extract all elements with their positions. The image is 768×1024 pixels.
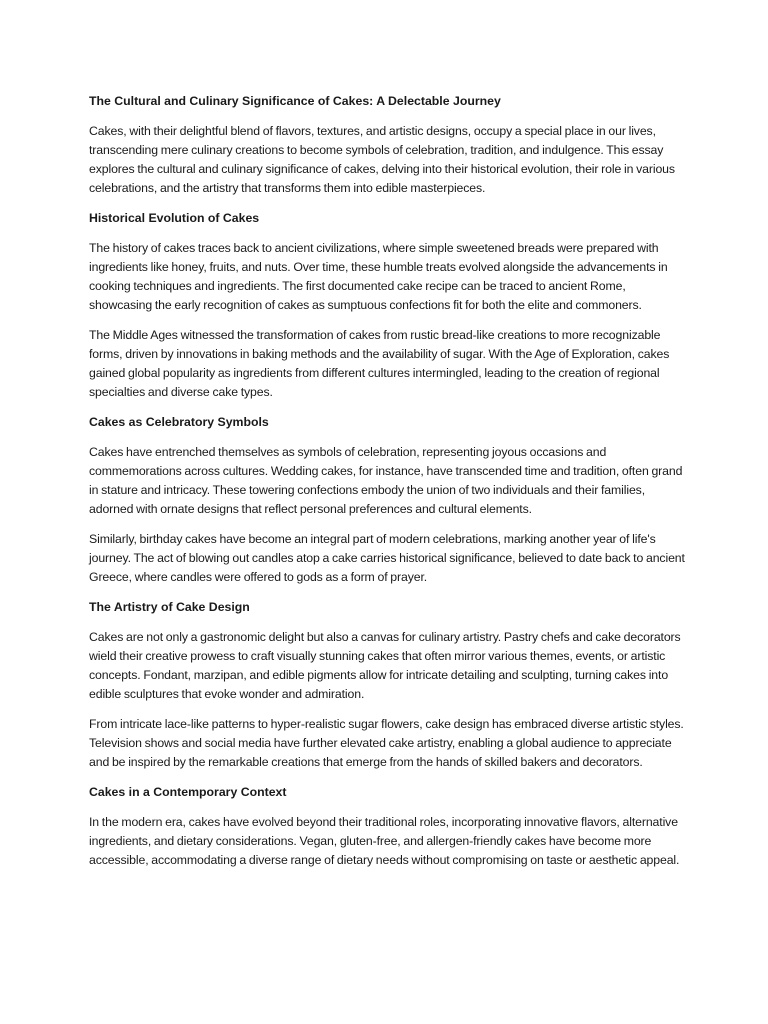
- section-heading-celebratory-symbols: Cakes as Celebratory Symbols: [89, 415, 269, 429]
- paragraph: From intricate lace-like patterns to hyper-realistic sugar flowers, cake design has embraced diverse artistic styles. Television shows and social media have further elevated cake artistry, enabling a global audience to appreciate and be inspired by the remarkable creations that emerge from the hands of skilled bakers and decorators.: [89, 717, 684, 769]
- paragraph: Cakes are not only a gastronomic delight but also a canvas for culinary artistry. Pastry chefs and cake decorators wield their creative prowess to craft visually stunning cakes that often mirror various themes, events, or artistic concepts. Fondant, marzipan, and edible pigments allow for intricate detailing and sculpting, turning cakes into edible sculptures that evoke wonder and admiration.: [89, 630, 681, 701]
- paragraph: In the modern era, cakes have evolved beyond their traditional roles, incorporating innovative flavors, alternative ingredients, and dietary considerations. Vegan, gluten-free, and allergen-friendly cakes have become more accessible, accommodating a diverse range of dietary needs without compromising on taste or aesthetic appeal.: [89, 815, 680, 867]
- paragraph: The history of cakes traces back to ancient civilizations, where simple sweetened breads were prepared with ingredients like honey, fruits, and nuts. Over time, these humble treats evolved alongside the advancements in cooking techniques and ingredients. The first documented cake recipe can be traced to ancient Rome, showcasing the early recognition of cakes as sumptuous confections fit for both the elite and commoners.: [89, 241, 668, 312]
- paragraph: Similarly, birthday cakes have become an integral part of modern celebrations, marking another year of life's journey. The act of blowing out candles atop a cake carries historical significance, believed to date back to ancient Greece, where candles were offered to gods as a form of prayer.: [89, 532, 685, 584]
- document-title: The Cultural and Culinary Significance of Cakes: A Delectable Journey: [89, 94, 501, 108]
- section-heading-contemporary-context: Cakes in a Contemporary Context: [89, 785, 287, 799]
- paragraph: The Middle Ages witnessed the transformation of cakes from rustic bread-like creations to more recognizable forms, driven by innovations in baking methods and the availability of sugar. With the Age of Exploration, cakes gained global popularity as ingredients from different cultures intermingled, leading to the creation of regional specialties and diverse cake types.: [89, 328, 670, 399]
- section-heading-historical-evolution: Historical Evolution of Cakes: [89, 211, 260, 225]
- document-page: [89, 92, 689, 881]
- section-heading-artistry-of-cake-design: The Artistry of Cake Design: [89, 600, 250, 614]
- paragraph: Cakes have entrenched themselves as symbols of celebration, representing joyous occasions and commemorations across cultures. Wedding cakes, for instance, have transcended time and tradition, often grand in stature and intricacy. These towering confections embody the union of two individuals and their families, adorned with ornate designs that reflect personal preferences and cultural elements.: [89, 445, 683, 516]
- intro-paragraph: Cakes, with their delightful blend of flavors, textures, and artistic designs, occupy a special place in our lives, transcending mere culinary creations to become symbols of celebration, tradition, and indulgence. This essay explores the cultural and culinary significance of cakes, delving into their historical evolution, their role in various celebrations, and the artistry that transforms them into edible masterpieces.: [89, 124, 675, 195]
